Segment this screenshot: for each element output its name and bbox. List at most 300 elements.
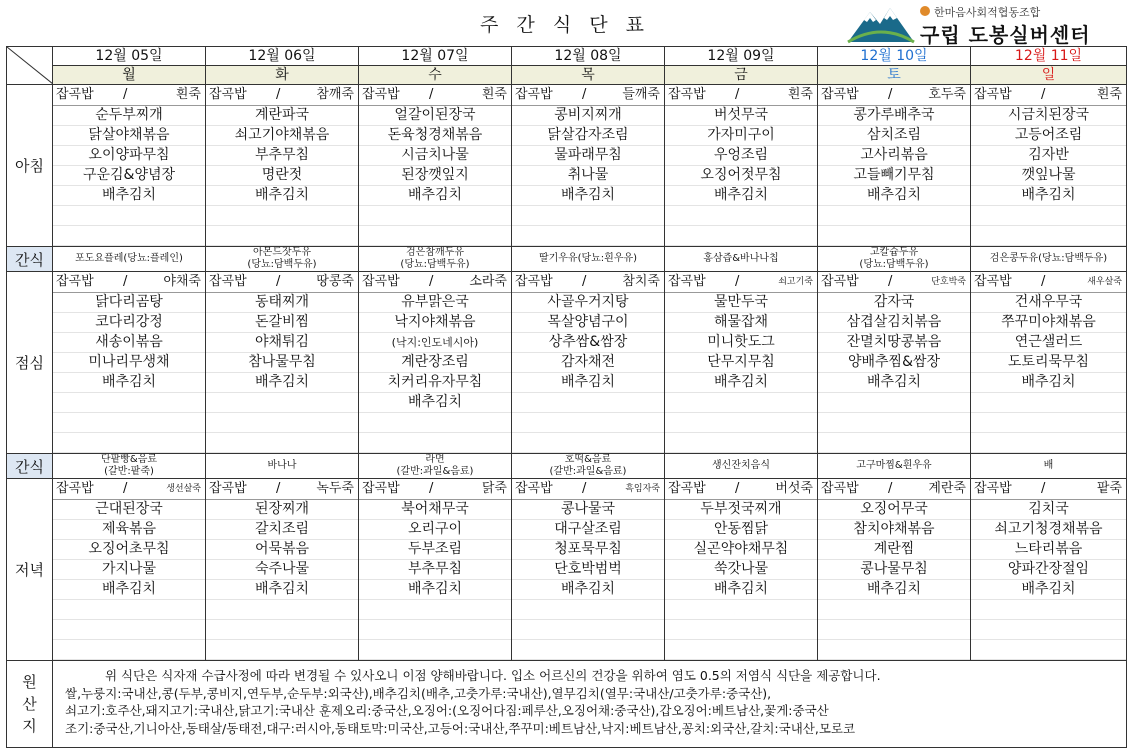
menu-item	[512, 393, 664, 413]
menu-item: 부추무침	[359, 560, 511, 580]
rice-name: 잡곡밥	[515, 481, 553, 496]
rice-line	[512, 272, 664, 293]
menu-item: 가자미구이	[665, 126, 817, 146]
weekday-label: 월	[53, 66, 205, 84]
menu-item	[359, 620, 511, 640]
separator: /	[888, 87, 893, 102]
menu-item: 낙지야채볶음	[359, 313, 511, 333]
coop-emblem-icon	[918, 5, 932, 17]
porridge-name: 흑임자죽	[625, 484, 660, 494]
menu-item: 배추김치	[359, 186, 511, 206]
date-cell	[206, 47, 359, 66]
menu-item: (낙지:인도네시아)	[359, 333, 511, 353]
separator: /	[582, 274, 587, 289]
rice-name: 잡곡밥	[668, 274, 706, 289]
snack-cell	[818, 454, 971, 479]
separator: /	[1041, 87, 1046, 102]
header	[0, 0, 1130, 47]
menu-item	[971, 620, 1126, 640]
separator: /	[123, 274, 128, 289]
porridge-name: 참깨죽	[316, 87, 354, 102]
porridge-name: 흰죽	[481, 87, 507, 102]
menu-item: 얼갈이된장국	[359, 106, 511, 126]
porridge-name: 들깨죽	[622, 87, 660, 102]
menu-item: 사골우거지탕	[512, 293, 664, 313]
menu-item: 청포묵무침	[512, 540, 664, 560]
menu-item	[512, 226, 664, 246]
origin-notes	[53, 661, 1127, 748]
rice-name: 잡곡밥	[209, 274, 247, 289]
menu-item: 도토리묵무침	[971, 353, 1126, 373]
snack-cell	[665, 247, 818, 272]
menu-item: 우엉조림	[665, 146, 817, 166]
snack-cell	[512, 247, 665, 272]
menu-item	[206, 433, 358, 453]
menu-item: 부추무침	[206, 146, 358, 166]
lunch-cell	[53, 272, 206, 454]
menu-item	[818, 393, 970, 413]
menu-item: 동태찌개	[206, 293, 358, 313]
menu-item	[53, 620, 205, 640]
rice-name: 잡곡밥	[209, 87, 247, 102]
rice-line	[971, 85, 1126, 106]
lunch-cell	[359, 272, 512, 454]
menu-item	[818, 433, 970, 453]
menu-item: 돈갈비찜	[206, 313, 358, 333]
rice-line	[665, 272, 817, 293]
date-cell	[818, 47, 971, 66]
menu-item	[512, 433, 664, 453]
menu-item: 미니핫도그	[665, 333, 817, 353]
menu-item	[206, 226, 358, 246]
separator: /	[888, 481, 893, 496]
menu-item	[665, 600, 817, 620]
porridge-name: 계란죽	[928, 481, 966, 496]
menu-item: 실곤약야채무침	[665, 540, 817, 560]
menu-item	[665, 620, 817, 640]
menu-item: 구운김&양념장	[53, 166, 205, 186]
rice-line	[818, 85, 970, 106]
menu-item	[359, 640, 511, 660]
menu-item: 배추김치	[818, 186, 970, 206]
menu-item: 상추쌈&쌈장	[512, 333, 664, 353]
menu-item: 두부젓국찌개	[665, 500, 817, 520]
rice-name: 잡곡밥	[362, 481, 400, 496]
menu-item: 안동찜닭	[665, 520, 817, 540]
menu-item: 배추김치	[53, 373, 205, 393]
separator: /	[735, 481, 740, 496]
corner-cell	[7, 47, 53, 85]
menu-item	[512, 620, 664, 640]
menu-item: 새송이볶음	[53, 333, 205, 353]
menu-item: 콩나물국	[512, 500, 664, 520]
origin-line: 쇠고기:호주산,돼지고기:국내산,닭고기:국내산 훈제오리:중국산,오징어:(오징어다짐:페루산,오징어채:중국산),갑오징어:베트남산,꽃게:중국산	[65, 703, 829, 718]
snack-text: 생신잔치음식	[712, 460, 770, 471]
snack-text: 고구마찜&흰우유	[856, 460, 932, 471]
menu-item: 오징어무국	[818, 500, 970, 520]
menu-item: 두부조림	[359, 540, 511, 560]
menu-item	[512, 206, 664, 226]
menu-item	[359, 600, 511, 620]
rice-line	[53, 272, 205, 293]
snack-text: 라면	[425, 454, 445, 465]
date-cell	[53, 47, 206, 66]
menu-item: 근대된장국	[53, 500, 205, 520]
weekday-label: 목	[512, 66, 664, 84]
menu-item: 닭다리곰탕	[53, 293, 205, 313]
menu-item: 코다리강정	[53, 313, 205, 333]
dinner-cell	[53, 479, 206, 661]
menu-item: 쇠고기야채볶음	[206, 126, 358, 146]
menu-item: 참치야채볶음	[818, 520, 970, 540]
menu-item: 김자반	[971, 146, 1126, 166]
rice-line	[359, 85, 511, 106]
menu-item	[971, 600, 1126, 620]
rice-line	[206, 85, 358, 106]
menu-item: 배추김치	[53, 580, 205, 600]
menu-item: 배추김치	[206, 186, 358, 206]
menu-item: 배추김치	[53, 186, 205, 206]
menu-item: 배추김치	[665, 373, 817, 393]
meal-table	[6, 46, 1127, 748]
rice-line	[818, 479, 970, 500]
origin-label-char: 지	[22, 717, 37, 735]
separator: /	[276, 87, 281, 102]
menu-item: 배추김치	[512, 186, 664, 206]
lunch-cell	[818, 272, 971, 454]
snack-cell	[971, 247, 1127, 272]
menu-item	[206, 413, 358, 433]
weekday-cell	[971, 66, 1127, 85]
separator: /	[123, 87, 128, 102]
porridge-name: 녹두죽	[316, 481, 354, 496]
snack-text: (갈반:팥죽)	[104, 466, 154, 477]
dinner-cell	[971, 479, 1127, 661]
lunch-label: 점심	[7, 272, 53, 454]
menu-item	[53, 206, 205, 226]
menu-item: 대구살조림	[512, 520, 664, 540]
snack-text: 단팥빵&음료	[100, 454, 158, 465]
menu-item: 배추김치	[971, 186, 1126, 206]
date-cell	[512, 47, 665, 66]
menu-item: 물만두국	[665, 293, 817, 313]
separator: /	[582, 481, 587, 496]
breakfast-cell	[512, 85, 665, 247]
porridge-name: 흰죽	[787, 87, 813, 102]
menu-item: 고사리볶음	[818, 146, 970, 166]
weekday-label: 금	[665, 66, 817, 84]
rice-name: 잡곡밥	[668, 481, 706, 496]
menu-item: 감자채전	[512, 353, 664, 373]
menu-item: 오리구이	[359, 520, 511, 540]
page-title: 주 간 식 단 표	[480, 14, 650, 36]
menu-item	[359, 433, 511, 453]
menu-item	[665, 433, 817, 453]
lunch-cell	[971, 272, 1127, 454]
date-label: 12월 07일	[359, 47, 511, 65]
snack-text: 고칼슘두유	[869, 247, 919, 258]
date-label: 12월 08일	[512, 47, 664, 65]
menu-item: 배추김치	[359, 393, 511, 413]
menu-item: 배추김치	[665, 580, 817, 600]
dinner-cell	[512, 479, 665, 661]
menu-item: 단호박범벅	[512, 560, 664, 580]
menu-item: 가지나물	[53, 560, 205, 580]
menu-item: 미나리무생채	[53, 353, 205, 373]
date-label: 12월 06일	[206, 47, 358, 65]
menu-item	[206, 620, 358, 640]
rice-name: 잡곡밥	[362, 274, 400, 289]
menu-item	[971, 433, 1126, 453]
menu-item	[818, 600, 970, 620]
menu-item: 목살양념구이	[512, 313, 664, 333]
rice-name: 잡곡밥	[974, 87, 1012, 102]
origin-line: 쌀,누룽지:국내산,콩(두부,콩비지,연두부,순두부:외국산),배추김치(배추,고춧가루:국내산),열무김치(열무:국내산/고춧가루:중국산),	[65, 685, 772, 701]
menu-item: 해물잡채	[665, 313, 817, 333]
date-cell	[971, 47, 1127, 66]
mountain-logo-icon	[846, 2, 916, 44]
menu-item	[818, 620, 970, 640]
snack-cell	[206, 247, 359, 272]
menu-item: 배추김치	[971, 373, 1126, 393]
menu-item	[971, 413, 1126, 433]
rice-name: 잡곡밥	[515, 87, 553, 102]
rice-line	[971, 479, 1126, 500]
menu-item: 삼겹살김치볶음	[818, 313, 970, 333]
menu-item	[665, 640, 817, 660]
menu-item: 계란찜	[818, 540, 970, 560]
rice-line	[818, 272, 970, 293]
menu-item	[53, 393, 205, 413]
menu-item	[665, 413, 817, 433]
snack-text: 바나나	[267, 460, 297, 471]
date-label: 12월 11일	[971, 47, 1126, 65]
menu-item	[818, 206, 970, 226]
logo	[842, 2, 1112, 47]
menu-item: 쭈꾸미야채볶음	[971, 313, 1126, 333]
snack-text: 호떡&음료	[564, 454, 612, 465]
rice-name: 잡곡밥	[56, 87, 94, 102]
rice-line	[206, 272, 358, 293]
menu-item: 치커리유자무침	[359, 373, 511, 393]
rice-line	[359, 272, 511, 293]
porridge-name: 흰죽	[1096, 87, 1122, 102]
rice-name: 잡곡밥	[362, 87, 400, 102]
menu-item	[206, 640, 358, 660]
rice-name: 잡곡밥	[821, 274, 859, 289]
lunch-cell	[206, 272, 359, 454]
rice-name: 잡곡밥	[56, 274, 94, 289]
origin-line: 위 식단은 식자재 수급사정에 따라 변경될 수 있사오니 이점 양해바랍니다. 입소 어르신의 건강을 위하여 염도 0.5의 저염식 식단을 제공합니다.	[105, 668, 881, 683]
porridge-name: 참치죽	[622, 274, 660, 289]
snack-text: (당뇨:담백두유)	[400, 259, 470, 270]
dinner-cell	[818, 479, 971, 661]
weekday-label: 일	[971, 66, 1126, 84]
menu-item: 된장찌개	[206, 500, 358, 520]
snack-cell	[359, 247, 512, 272]
menu-item: 참나물무침	[206, 353, 358, 373]
menu-item: 시금치나물	[359, 146, 511, 166]
rice-name: 잡곡밥	[668, 87, 706, 102]
snack-text: (갈반:과일&음료)	[549, 466, 627, 477]
menu-item: 숙주나물	[206, 560, 358, 580]
rice-name: 잡곡밥	[821, 87, 859, 102]
menu-item: 야채튀김	[206, 333, 358, 353]
menu-item: 연근샐러드	[971, 333, 1126, 353]
rice-name: 잡곡밥	[515, 274, 553, 289]
snack-text: (당뇨:담백두유)	[247, 259, 317, 270]
menu-item	[359, 206, 511, 226]
menu-item: 계란파국	[206, 106, 358, 126]
breakfast-cell	[818, 85, 971, 247]
weekday-label: 토	[818, 66, 970, 84]
menu-item: 쑥갓나물	[665, 560, 817, 580]
menu-item: 배추김치	[818, 580, 970, 600]
snack-cell	[53, 454, 206, 479]
rice-line	[512, 85, 664, 106]
menu-item: 어묵볶음	[206, 540, 358, 560]
menu-item	[665, 226, 817, 246]
breakfast-cell	[206, 85, 359, 247]
porridge-name: 닭죽	[481, 481, 507, 496]
breakfast-cell	[53, 85, 206, 247]
separator: /	[735, 274, 740, 289]
dinner-cell	[206, 479, 359, 661]
menu-item: 배추김치	[206, 373, 358, 393]
porridge-name: 단호박죽	[931, 277, 966, 287]
menu-item: 콩나물무침	[818, 560, 970, 580]
menu-item	[359, 226, 511, 246]
menu-item: 깻잎나물	[971, 166, 1126, 186]
snack-text: 딸기우유(당뇨:흰우유)	[538, 253, 638, 264]
menu-item	[53, 226, 205, 246]
snack-cell	[665, 454, 818, 479]
menu-item: 닭살감자조림	[512, 126, 664, 146]
logo-name: 구립 도봉실버센터	[920, 23, 1091, 47]
weekday-label: 화	[206, 66, 358, 84]
menu-item: 삼치조림	[818, 126, 970, 146]
menu-item: 된장깻잎지	[359, 166, 511, 186]
menu-item: 취나물	[512, 166, 664, 186]
porridge-name: 흰죽	[175, 87, 201, 102]
menu-item: 배추김치	[818, 373, 970, 393]
rice-line	[665, 85, 817, 106]
menu-item: 배추김치	[512, 580, 664, 600]
snack-cell	[53, 247, 206, 272]
menu-item: 순두부찌개	[53, 106, 205, 126]
diagonal-divider	[7, 47, 53, 84]
snack-text: 아몬드잣두유	[253, 247, 311, 258]
porridge-name: 땅콩죽	[316, 274, 354, 289]
rice-name: 잡곡밥	[56, 481, 94, 496]
menu-item	[971, 393, 1126, 413]
rice-line	[206, 479, 358, 500]
rice-name: 잡곡밥	[974, 481, 1012, 496]
weekday-cell	[53, 66, 206, 85]
menu-item: 명란젓	[206, 166, 358, 186]
menu-item: 시금치된장국	[971, 106, 1126, 126]
rice-name: 잡곡밥	[209, 481, 247, 496]
separator: /	[429, 274, 434, 289]
menu-item: 단무지무침	[665, 353, 817, 373]
menu-item	[665, 206, 817, 226]
separator: /	[123, 481, 128, 496]
menu-item: 배추김치	[665, 186, 817, 206]
snack-cell	[359, 454, 512, 479]
menu-item: 배추김치	[206, 580, 358, 600]
menu-item: 잔멸치땅콩볶음	[818, 333, 970, 353]
menu-item	[665, 393, 817, 413]
porridge-name: 새우살죽	[1087, 277, 1122, 287]
lunch-cell	[665, 272, 818, 454]
porridge-name: 소라죽	[469, 274, 507, 289]
rice-line	[665, 479, 817, 500]
menu-item: 쇠고기청경채볶음	[971, 520, 1126, 540]
menu-item: 오징어초무침	[53, 540, 205, 560]
snack-text: 검은참깨두유	[406, 247, 464, 258]
menu-item: 고등어조림	[971, 126, 1126, 146]
date-label: 12월 05일	[53, 47, 205, 65]
separator: /	[429, 481, 434, 496]
snack-text: (당뇨:담백두유)	[859, 259, 929, 270]
menu-item	[206, 206, 358, 226]
snack-cell	[818, 247, 971, 272]
menu-item	[359, 413, 511, 433]
lunch-cell	[512, 272, 665, 454]
menu-item: 배추김치	[512, 373, 664, 393]
weekday-cell	[359, 66, 512, 85]
porridge-name: 쇠고기죽	[778, 277, 813, 287]
breakfast-cell	[665, 85, 818, 247]
date-cell	[359, 47, 512, 66]
menu-item: 김치국	[971, 500, 1126, 520]
menu-item	[206, 600, 358, 620]
menu-item: 고들빼기무침	[818, 166, 970, 186]
separator: /	[276, 481, 281, 496]
menu-item: 갈치조림	[206, 520, 358, 540]
menu-item	[512, 600, 664, 620]
dinner-cell	[665, 479, 818, 661]
menu-item	[206, 393, 358, 413]
porridge-name: 호두죽	[928, 87, 966, 102]
weekday-cell	[206, 66, 359, 85]
menu-item: 닭살야채볶음	[53, 126, 205, 146]
separator: /	[1041, 481, 1046, 496]
menu-item: 계란장조림	[359, 353, 511, 373]
separator: /	[582, 87, 587, 102]
menu-item	[53, 413, 205, 433]
origin-line: 조기:중국산,기니아산,동태살/동태전,대구:러시아,동태토막:미국산,고등어:국내산,쭈꾸미:베트남산,낙지:베트남산,꽁치:외국산,갈치:국내산,모로코	[65, 720, 856, 736]
snack-text: (갈반:과일&음료)	[396, 466, 474, 477]
snack-cell	[971, 454, 1127, 479]
menu-item	[53, 600, 205, 620]
rice-line	[53, 479, 205, 500]
menu-item: 콩비지찌개	[512, 106, 664, 126]
menu-item	[818, 640, 970, 660]
snack-text: 포도요플레(당뇨:플레인)	[75, 253, 183, 264]
menu-item	[53, 433, 205, 453]
menu-item: 버섯무국	[665, 106, 817, 126]
breakfast-cell	[971, 85, 1127, 247]
separator: /	[1041, 274, 1046, 289]
snack-text: 배	[1043, 460, 1054, 471]
menu-item: 느타리볶음	[971, 540, 1126, 560]
rice-line	[53, 85, 205, 106]
origin-label-char: 원	[22, 673, 37, 691]
menu-item: 유부맑은국	[359, 293, 511, 313]
separator: /	[735, 87, 740, 102]
menu-item	[818, 226, 970, 246]
